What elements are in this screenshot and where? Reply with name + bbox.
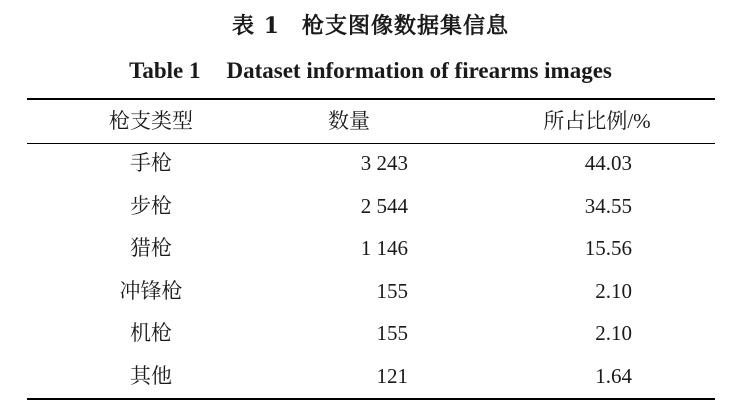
header-percentage: 所占比例/% (543, 109, 651, 133)
cell-percentage: 2.10 (595, 321, 632, 345)
cell-count: 2 544 (360, 194, 408, 218)
table-row (27, 186, 715, 226)
cell-firearm-type: 手枪 (130, 151, 172, 175)
cell-firearm-type: 冲锋枪 (119, 279, 183, 303)
cell-firearm-type: 猎枪 (130, 236, 172, 260)
header-firearm-type: 枪支类型 (109, 109, 193, 133)
table-header-row (27, 101, 715, 141)
cell-count: 1 146 (360, 236, 408, 260)
cell-count: 155 (376, 321, 408, 345)
table-title-english: Dataset information of firearms images (226, 58, 612, 83)
table-caption-english (0, 55, 741, 87)
header-count: 数量 (328, 109, 370, 133)
cell-percentage: 34.55 (584, 194, 632, 218)
table-number-chinese: 表 1 (232, 13, 280, 39)
cell-count: 3 243 (360, 151, 408, 175)
table-title-chinese: 枪支图像数据集信息 (301, 13, 509, 39)
cell-firearm-type: 其他 (130, 364, 172, 388)
cell-firearm-type: 步枪 (130, 194, 172, 218)
table-row (27, 228, 715, 268)
cell-percentage: 44.03 (584, 151, 632, 175)
table-row (27, 143, 715, 183)
table-row (27, 271, 715, 311)
cell-count: 155 (376, 279, 408, 303)
cell-percentage: 15.56 (584, 236, 632, 260)
table-caption-chinese (0, 10, 741, 42)
table-row (27, 313, 715, 353)
table-top-rule (27, 98, 715, 100)
table-bottom-rule (27, 398, 715, 400)
cell-firearm-type: 机枪 (130, 321, 172, 345)
cell-count: 121 (376, 364, 408, 388)
table-number-english: Table 1 (129, 58, 201, 83)
cell-percentage: 1.64 (595, 364, 632, 388)
cell-percentage: 2.10 (595, 279, 632, 303)
table-row (27, 356, 715, 396)
